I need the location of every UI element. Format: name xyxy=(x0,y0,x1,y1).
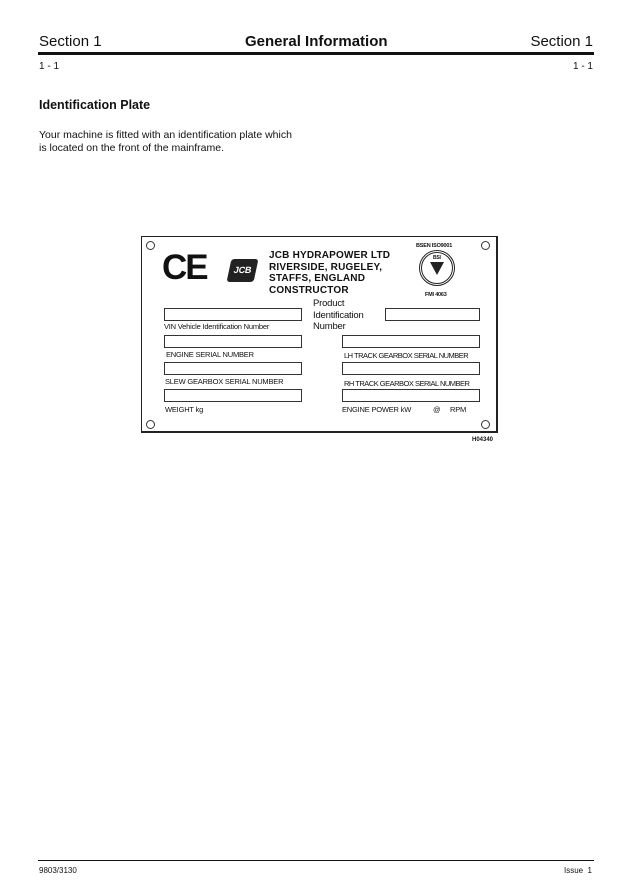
paragraph-line: is located on the front of the mainframe. xyxy=(39,142,225,154)
slew-gearbox-label: SLEW GEARBOX SERIAL NUMBER xyxy=(165,377,284,386)
identification-plate xyxy=(141,236,498,433)
product-id-field xyxy=(385,308,480,321)
engine-power-label: ENGINE POWER kW xyxy=(342,405,412,414)
jcb-logo: JCB xyxy=(227,259,259,282)
company-line: CONSTRUCTOR xyxy=(269,285,349,297)
label-line: Number xyxy=(313,321,346,332)
rh-track-label: RH TRACK GEARBOX SERIAL NUMBER xyxy=(344,379,470,388)
section-label-right: Section 1 xyxy=(530,33,593,50)
rpm-label: RPM xyxy=(450,405,467,414)
cert-number: FMI 4063 xyxy=(425,292,447,298)
rivet-hole xyxy=(481,241,490,250)
bsi-certification-logo xyxy=(419,250,455,286)
slew-gearbox-field xyxy=(164,362,302,375)
company-address xyxy=(269,250,390,297)
lh-track-field xyxy=(342,335,480,348)
cert-standard: BSEN ISO9001 xyxy=(416,243,453,249)
weight-field xyxy=(164,389,302,402)
weight-label: WEIGHT kg xyxy=(165,405,204,414)
footer-rule xyxy=(38,860,594,861)
section-label-left: Section 1 xyxy=(39,33,102,50)
rivet-hole xyxy=(146,241,155,250)
paragraph-line: Your machine is fitted with an identification plate which xyxy=(39,129,292,141)
label-line: Product xyxy=(313,298,345,309)
ce-mark: CE xyxy=(162,248,207,287)
issue-number: Issue 1 xyxy=(563,866,592,875)
company-line: STAFFS, ENGLAND xyxy=(269,273,366,285)
company-line: JCB HYDRAPOWER LTD xyxy=(269,250,391,261)
section-heading: Identification Plate xyxy=(39,98,151,112)
rh-track-field xyxy=(342,362,480,375)
figure-reference: H04340 xyxy=(472,437,494,443)
page-title: General Information xyxy=(245,33,388,50)
document-number: 9803/3130 xyxy=(39,866,77,875)
header-rule xyxy=(38,52,594,55)
kitemark-icon xyxy=(430,262,444,275)
vin-field xyxy=(164,308,302,321)
company-line: RIVERSIDE, RUGELEY, xyxy=(269,261,383,273)
label-line: Identification xyxy=(313,309,364,321)
engine-power-field xyxy=(342,389,480,402)
bsi-text: BSI xyxy=(433,255,441,261)
page-number-right: 1 - 1 xyxy=(572,61,593,72)
product-id-label xyxy=(313,298,364,333)
page-number-left: 1 - 1 xyxy=(39,61,60,72)
body-paragraph xyxy=(39,129,292,155)
engine-serial-field xyxy=(164,335,302,348)
rivet-hole xyxy=(146,420,155,429)
vin-label: VIN Vehicle Identification Number xyxy=(164,322,270,331)
at-symbol: @ xyxy=(433,405,441,414)
engine-serial-label: ENGINE SERIAL NUMBER xyxy=(166,350,254,359)
rivet-hole xyxy=(481,420,490,429)
lh-track-label: LH TRACK GEARBOX SERIAL NUMBER xyxy=(344,351,469,360)
